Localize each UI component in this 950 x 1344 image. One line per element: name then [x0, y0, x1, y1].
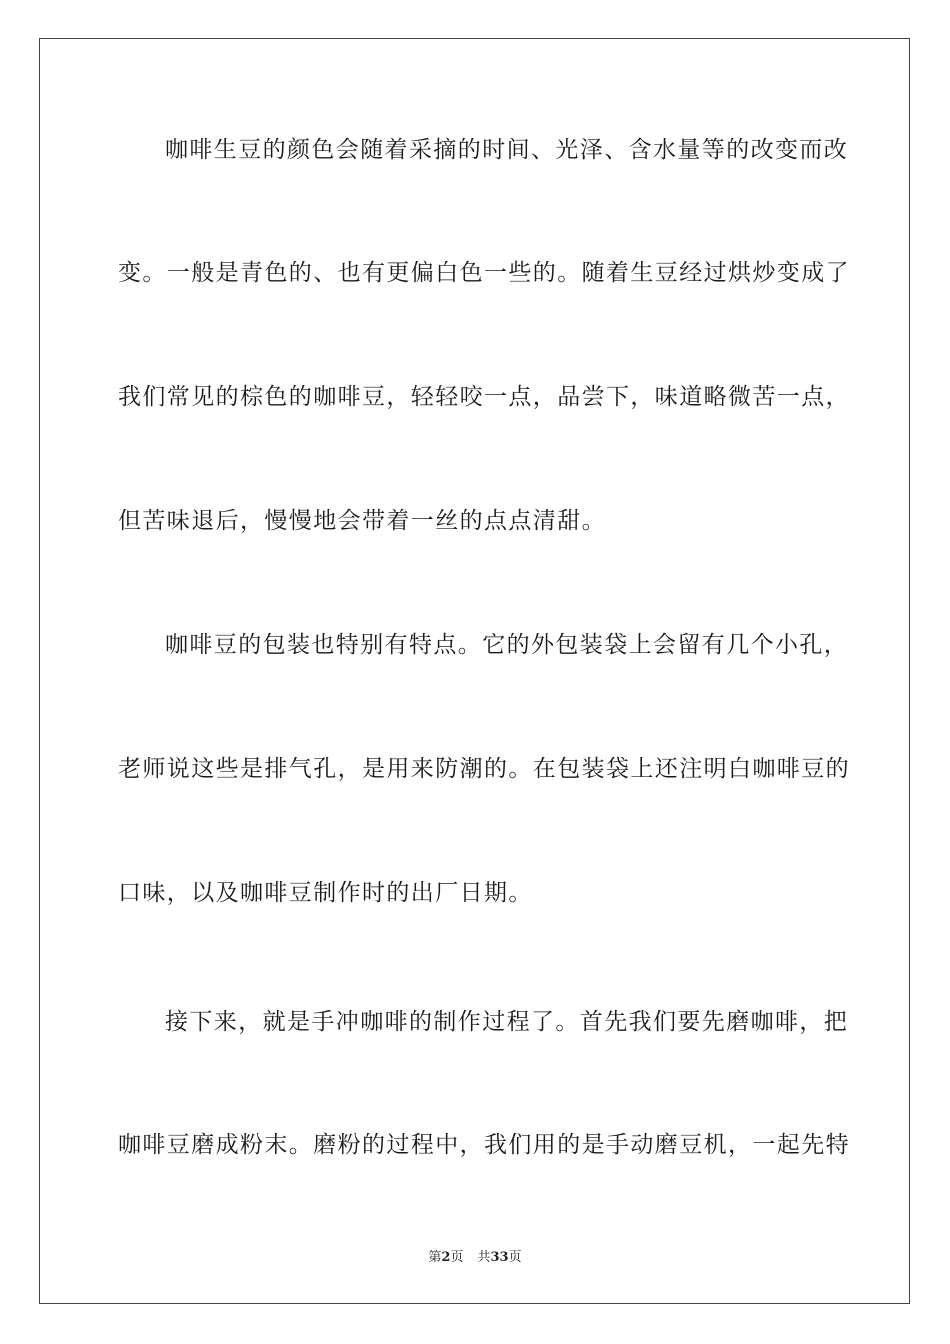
footer-total-suffix: 页	[508, 1250, 522, 1265]
footer-total-pages: 33	[490, 1250, 509, 1265]
paragraph-3-line-2: 咖啡豆磨成粉末。磨粉的过程中，我们用的是手动磨豆机，一起先特	[118, 1132, 850, 1158]
paragraph-1-line-1: 咖啡生豆的颜色会随着采摘的时间、光泽、含水量等的改变而改	[165, 137, 849, 163]
paragraph-2-line-2: 老师说这些是排气孔，是用来防潮的。在包装袋上还注明白咖啡豆的	[118, 756, 850, 782]
paragraph-2-line-1: 咖啡豆的包装也特别有特点。它的外包装袋上会留有几个小孔，	[165, 632, 849, 658]
paragraph-1-line-2: 变。一般是青色的、也有更偏白色一些的。随着生豆经过烘炒变成了	[118, 260, 850, 286]
paragraph-1-line-4: 但苦味退后，慢慢地会带着一丝的点点清甜。	[118, 508, 606, 534]
paragraph-2-line-3: 口味，以及咖啡豆制作时的出厂日期。	[118, 880, 533, 906]
footer-page-number: 2	[441, 1250, 451, 1265]
page-footer	[0, 1246, 950, 1265]
footer-page-prefix: 第	[428, 1250, 442, 1265]
paragraph-3-line-1: 接下来，就是手冲咖啡的制作过程了。首先我们要先磨咖啡，把	[165, 1009, 849, 1035]
page-border	[39, 38, 910, 1304]
footer-page-suffix: 页	[450, 1250, 464, 1265]
footer-total-prefix: 共	[477, 1250, 491, 1265]
paragraph-1-line-3: 我们常见的棕色的咖啡豆，轻轻咬一点，品尝下，味道略微苦一点，	[118, 384, 850, 410]
